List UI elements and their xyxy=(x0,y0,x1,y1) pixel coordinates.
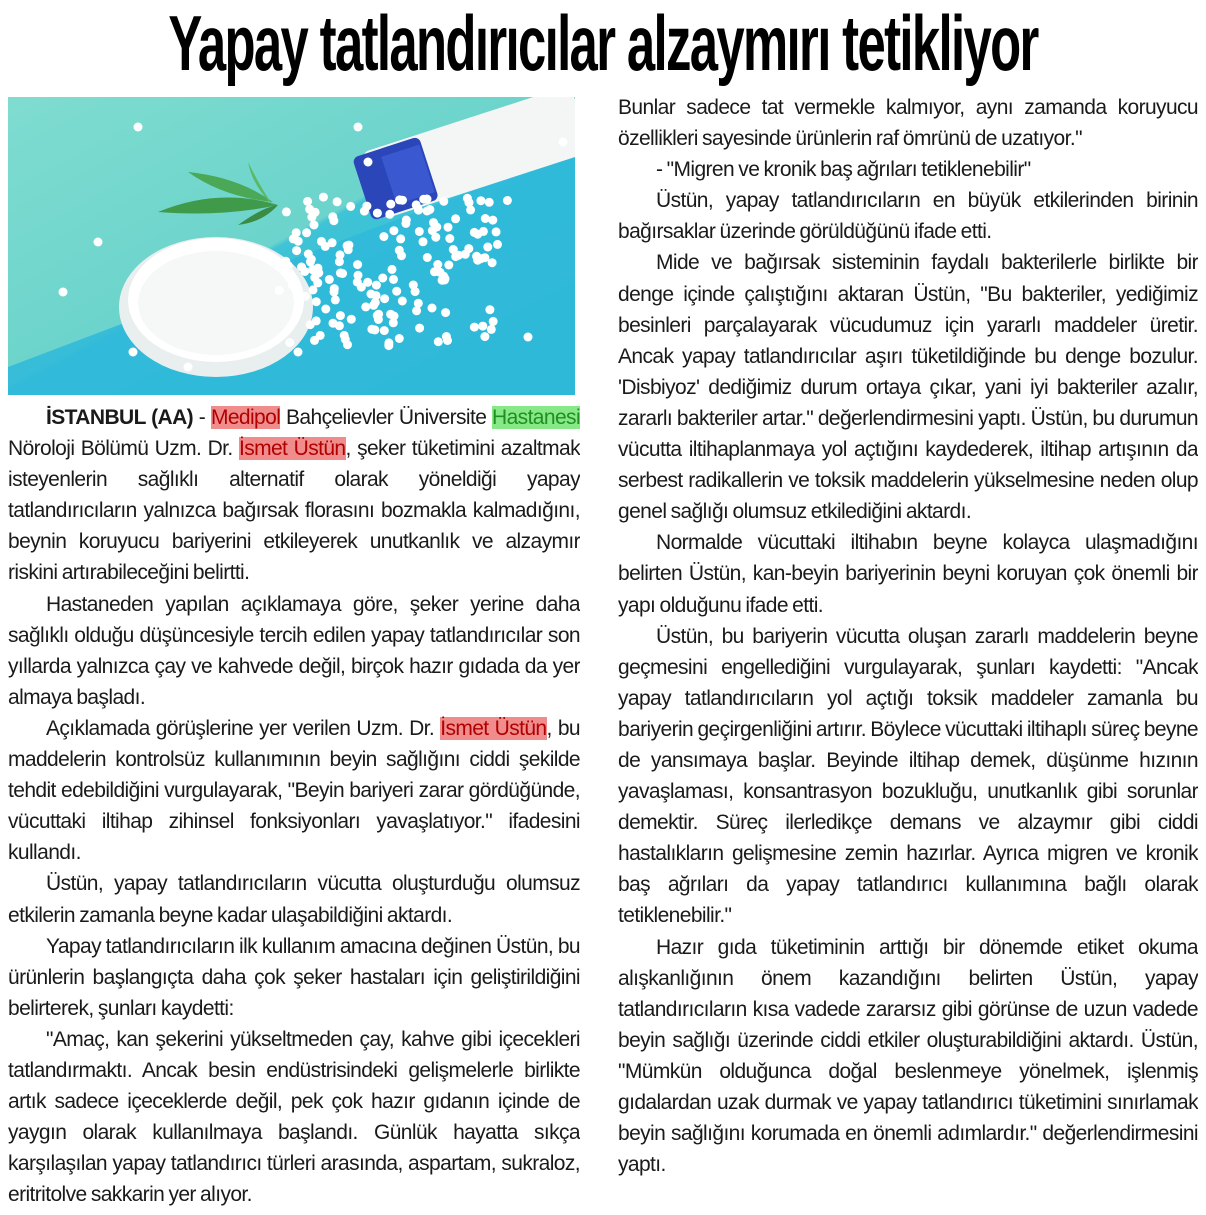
pellet xyxy=(412,200,421,209)
sweetener-photo-icon xyxy=(8,97,575,395)
pellet xyxy=(485,305,494,314)
pellet xyxy=(395,195,404,204)
pellet xyxy=(441,308,450,317)
pellet xyxy=(432,223,441,232)
pellet xyxy=(431,233,440,242)
pellet xyxy=(364,158,373,167)
pellet xyxy=(378,274,387,283)
pellet xyxy=(333,197,342,206)
pellet xyxy=(463,194,472,203)
pellet xyxy=(559,138,568,147)
article-column-right xyxy=(618,92,1198,1212)
pellet xyxy=(379,232,388,241)
pellet xyxy=(281,257,290,266)
pellet xyxy=(433,260,442,269)
highlight-doctor-name: İsmet Üstün xyxy=(440,716,547,740)
pellet xyxy=(129,348,138,357)
pellet xyxy=(314,268,323,277)
pellet xyxy=(372,281,381,290)
paragraph-quote-continued: Bunlar sadece tat vermekle kalmıyor, aynı zamanda koruyucu özellikleri sayesinde ürünlerin raf ömrünü de uzatıyor." xyxy=(618,96,1198,151)
pellet xyxy=(373,209,382,218)
pellet xyxy=(325,275,334,284)
pellet xyxy=(294,348,303,357)
pellet xyxy=(321,305,330,314)
pellet xyxy=(503,196,512,205)
pellet xyxy=(395,334,404,343)
pellet xyxy=(451,214,460,223)
headline xyxy=(0,0,1206,90)
pellet xyxy=(343,340,352,349)
pellet xyxy=(397,251,406,260)
pellet xyxy=(303,197,312,206)
pellet xyxy=(439,197,448,206)
pellet xyxy=(285,338,294,347)
pellet xyxy=(354,123,363,132)
pellet xyxy=(415,227,424,236)
pellet xyxy=(363,278,372,287)
pellet xyxy=(439,272,448,281)
pellet xyxy=(454,251,463,260)
paragraph: Hazır gıda tüketiminin arttığı bir dönemde etiket okuma alışkanlığının önem kazandığını belirten Üstün, yapay tatlandırıcıların kısa vadede zararsız gibi görünse de uzun vadede beyin sağlığı üzerinde ciddi etkiler oluşturabildiğini aktardı. Üstün, "Mümkün olduğunca doğal beslenmeye yönelmek, işlenmiş gıdalardan uzak durmak ve yapay tatlandırıcı tüketimini sınırlamak beyin sağlığını korumada en önemli adımlardır." değerlendirmesini yaptı. xyxy=(618,935,1198,1177)
highlight-hastanesi: Hastanesi xyxy=(492,406,580,429)
lead-text: , şeker tüketimini azaltmak isteyenlerin sağlıklı alternatif olarak yöneldiği yapay tatlandırıcıların yalnızca bağırsak florasını bozmakla kalmadığını, beynin koruyucu bariyerini etkileyerek unutkanlık ve alzaymır riskini artırabileceğini belirtti. xyxy=(8,437,580,585)
pellet xyxy=(384,338,393,347)
pellet xyxy=(353,260,362,269)
pellet xyxy=(319,193,328,202)
pellet xyxy=(423,253,432,262)
pellet xyxy=(425,205,434,214)
pellet xyxy=(343,241,352,250)
paragraph-lead xyxy=(8,402,580,589)
article-column-left xyxy=(8,402,580,1212)
pellet xyxy=(396,234,405,243)
article-photo xyxy=(8,97,575,395)
pellet xyxy=(419,237,428,246)
pellet xyxy=(380,294,389,303)
pellet xyxy=(389,226,398,235)
pellet xyxy=(306,257,315,266)
pellet xyxy=(485,198,494,207)
paragraph: Üstün, yapay tatlandırıcıların en büyük etkilerinden birinin bağırsaklar üzerinde görüldüğünü ifade etti. xyxy=(618,189,1198,244)
pellet xyxy=(312,316,321,325)
pellet xyxy=(442,332,451,341)
paragraph: Hastaneden yapılan açıklamaya göre, şeker yerine daha sağlıklı olduğu düşüncesiyle tercih edilen yapay tatlandırıcılar son yıllarda yalnızca çay ve kahvede değil, birçok hazır gıdada da yer almaya başladı. xyxy=(8,592,580,709)
pellet xyxy=(478,322,487,331)
paragraph-text: Açıklamada görüşlerine yer verilen Uzm. Dr. xyxy=(46,716,441,740)
pellet xyxy=(434,337,443,346)
subheading: - "Migren ve kronik baş ağrıları tetiklenebilir" xyxy=(656,158,1031,182)
pellet xyxy=(369,301,378,310)
pellet xyxy=(492,227,501,236)
pellet xyxy=(398,297,407,306)
pellet xyxy=(302,228,311,237)
paragraph: Normalde vücuttaki iltihabın beyne kolayca ulaşmadığını belirten Üstün, kan-beyin bariyerinin beyni koruyan çok önemli bir yapı olduğunu ifade etti. xyxy=(618,531,1198,617)
pellet xyxy=(361,302,370,311)
pellet xyxy=(288,280,297,289)
pellet xyxy=(370,325,379,334)
pellet xyxy=(292,246,301,255)
pellet xyxy=(94,238,103,247)
pellet xyxy=(411,287,420,296)
lead-text: Nöroloji Bölümü Uzm. Dr. xyxy=(8,437,239,461)
pellet xyxy=(310,221,319,230)
pellet xyxy=(275,286,284,295)
pellet xyxy=(311,208,320,217)
paragraph xyxy=(8,713,580,868)
pellet xyxy=(316,331,325,340)
pellet xyxy=(336,250,345,259)
pellet xyxy=(444,223,453,232)
pellet xyxy=(386,310,395,319)
pellet xyxy=(476,196,485,205)
pellet xyxy=(419,195,428,204)
pellet xyxy=(389,275,398,284)
paragraph: Mide ve bağırsak sisteminin faydalı bakterilerle birlikte bir denge içinde çalıştığını aktaran Üstün, "Bu bakteriler, yediğimiz besinleri parçalayarak vücudumuz için yararlı maddeler üretir. Ancak yapay tatlandırıcılar aşırı tüketildiğinde bu denge bozulur. 'Disbiyoz' dediğimiz durum ortaya çıkar, yani iyi bakteriler azalır, zararlı bakteriler artar." değerlendirmesini yaptı. Üstün, bu durumun vücutta iltihaplanmaya yol açtığını kaydederek, iltihap artışının da serbest radikallerin ve toksik maddelerin yükselmesine neden olup genel sağlığı olumsuz etkilediğini aktardı. xyxy=(618,251,1198,524)
paragraph: Üstün, yapay tatlandırıcıların vücutta oluşturduğu olumsuz etkilerin zamanla beyne kadar ulaşabildiğini aktardı. xyxy=(8,872,580,927)
pellet xyxy=(328,212,337,221)
pellet xyxy=(444,261,453,270)
paragraph: Yapay tatlandırıcıların ilk kullanım amacına değinen Üstün, bu ürünlerin başlangıçta daha çok şeker hastaları için geliştirildiğini belirterek, şunları kaydetti: xyxy=(8,934,580,1020)
pellet xyxy=(301,292,310,301)
pellet xyxy=(317,237,326,246)
paragraph-quote: "Amaç, kan şekerini yükseltmeden çay, kahve gibi içecekleri tatlandırmaktı. Ancak besin endüstrisindeki gelişmelerle birlikte artık sadece içeceklerde değil, pek çok hazır gıdanın içinde de yaygın olarak kullanılmaya başlandı. Günlük hayatta sıkça karşılaşılan yapay tatlandırıcı türleri arasında, aspartam, sukraloz, eritritolve sakkarin yer alıyor. xyxy=(8,1027,580,1207)
pellet xyxy=(340,331,349,340)
dash: - xyxy=(193,406,211,429)
highlight-doctor-name: İsmet Üstün xyxy=(238,437,346,461)
pellet xyxy=(479,227,488,236)
pellet xyxy=(330,284,339,293)
pellet xyxy=(480,332,489,341)
pellet xyxy=(483,243,492,252)
pellet xyxy=(313,278,322,287)
pellet xyxy=(300,267,309,276)
pellet xyxy=(493,240,502,249)
pellet xyxy=(347,315,356,324)
pellet xyxy=(59,288,68,297)
dateline: İSTANBUL (AA) xyxy=(46,406,194,429)
pellet xyxy=(346,202,355,211)
pellet xyxy=(386,200,395,209)
pellet xyxy=(392,287,401,296)
pellet xyxy=(489,317,498,326)
pellet xyxy=(304,250,313,259)
pellet xyxy=(487,325,496,334)
highlight-medipol: Medipol xyxy=(210,406,281,429)
pellet xyxy=(388,265,397,274)
pellet xyxy=(414,299,423,308)
pellet xyxy=(338,269,347,278)
pellet xyxy=(466,205,475,214)
pellet xyxy=(412,306,421,315)
pellet xyxy=(380,326,389,335)
pellet xyxy=(373,311,382,320)
pellet xyxy=(360,207,369,216)
pellet xyxy=(336,311,345,320)
lead-text: Bahçelievler Üniversite xyxy=(280,406,493,429)
pellet xyxy=(184,363,193,372)
pellet xyxy=(134,123,143,132)
paragraph: Üstün, bu bariyerin vücutta oluşan zararlı maddelerin beyne geçmesini engellediğini vurgulayarak, şunları kaydetti: "Ancak yapay tatlandırıcıların yol açtığı toksik maddeler zamanla bu bariyerin geçirgenliğini artırır. Böylece vücuttaki iltihaplı süreç beyne de yansımaya başlar. Beyinde iltihap demek, düşünme hızının yavaşlaması, konsantrasyon bozukluğu, unutkanlık gibi sorunlar demektir. Süreç ilerledikçe demans ve alzaymır gibi ciddi hastalıkların gelişmesine zemin hazırlar. Ayrıca migren ve kronik baş ağrıları da yapay tatlandırıcı kullanımına bağlı olarak tetiklenebilir." xyxy=(618,624,1198,928)
pellet xyxy=(312,297,321,306)
pellet xyxy=(415,324,424,333)
pellet xyxy=(329,319,338,328)
pellet xyxy=(470,323,479,332)
paragraph-text: , bu maddelerin kontrolsüz kullanımının beyin sağlığını ciddi şekilde tehdit edebildiğini vurgulayarak, "Beyin bariyeri zarar gördüğünde, vücuttaki iltihap zihinsel fonksiyonları yavaşlatıyor." ifadesini kullandı. xyxy=(8,716,580,865)
pellet xyxy=(354,271,363,280)
pellet xyxy=(294,237,303,246)
pellet xyxy=(385,210,394,219)
pellet xyxy=(488,216,497,225)
headline-text: Yapay tatlandırıcılar alzaymırı tetikliyor xyxy=(168,1,1038,88)
pellet xyxy=(445,234,454,243)
pellet xyxy=(282,207,291,216)
pellet xyxy=(372,291,381,300)
pellet xyxy=(524,333,533,342)
pellet xyxy=(331,295,340,304)
pellet xyxy=(476,254,485,263)
pellet xyxy=(402,216,411,225)
pellet xyxy=(428,304,437,313)
pellet xyxy=(481,214,490,223)
